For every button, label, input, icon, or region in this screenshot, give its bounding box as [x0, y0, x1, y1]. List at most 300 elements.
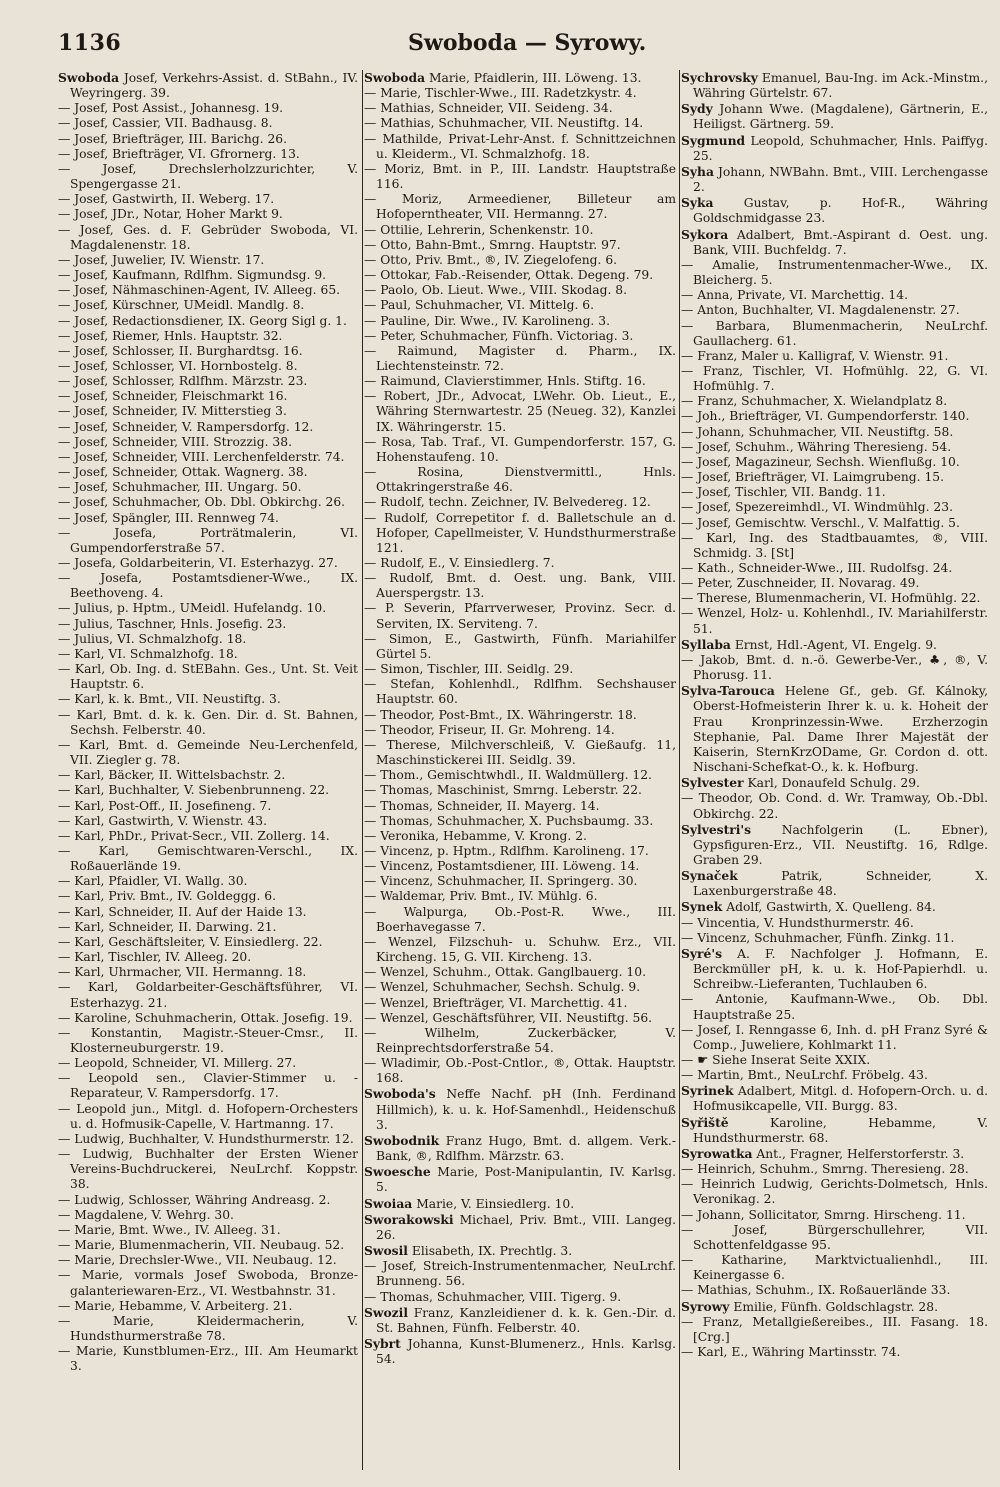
- entry-text: Karoline, Hebamme, V. Hundsthurmerstr. 68.: [693, 1115, 988, 1145]
- ditto-dash: —: [364, 768, 381, 783]
- entry-text: Wilhelm, Zuckerbäcker, V. Reinprechtsdorferstraße 54.: [376, 1025, 676, 1055]
- ditto-dash: —: [58, 813, 75, 828]
- ditto-dash: —: [58, 343, 75, 358]
- directory-entry: [364, 1011, 676, 1026]
- ditto-dash: —: [364, 813, 381, 828]
- ditto-dash: —: [364, 510, 384, 525]
- directory-entry: [681, 1345, 988, 1360]
- entry-text: Marie, Pfaidlerin, III. Löweng. 13.: [428, 71, 642, 85]
- entry-text: Ernst, Hdl.-Agent, VI. Engelg. 9.: [734, 637, 937, 652]
- directory-entry: [681, 455, 988, 470]
- ditto-dash: —: [681, 348, 698, 363]
- directory-entry: [58, 298, 358, 313]
- entry-text: Josefa, Goldarbeiterin, VI. Esterhazyg. 27.: [74, 556, 338, 570]
- entry-surname: Syha: [681, 163, 714, 179]
- ditto-dash: —: [364, 1289, 381, 1304]
- directory-entry: [681, 775, 988, 791]
- directory-entry: [58, 389, 358, 404]
- directory-entry: [364, 101, 676, 116]
- directory-entry: [364, 708, 676, 723]
- entry-text: Anton, Buchhalter, VI. Magdalenenstr. 27.: [697, 303, 960, 318]
- entry-surname: Swozil: [364, 1304, 408, 1320]
- ditto-dash: —: [58, 1268, 82, 1283]
- ditto-dash: —: [681, 1314, 703, 1329]
- directory-entry: [681, 606, 988, 636]
- directory-entry: [681, 1068, 988, 1083]
- directory-entry: [58, 132, 358, 147]
- entry-text: Gustav, p. Hof-R., Währing Goldschmidgasse 23.: [693, 196, 988, 226]
- ditto-dash: —: [58, 556, 75, 570]
- entry-surname: Swoboda's: [364, 1086, 436, 1102]
- ditto-dash: —: [58, 283, 75, 298]
- entry-surname: Syrowy: [681, 1298, 730, 1314]
- directory-entry: [681, 133, 988, 164]
- page-number: 1136: [58, 30, 122, 56]
- entry-text: Josef, Schuhmacher, III. Ungarg. 50.: [74, 480, 302, 495]
- entry-text: Josef, Juwelier, IV. Wienstr. 17.: [74, 252, 265, 267]
- directory-entry: [364, 268, 676, 283]
- ditto-dash: —: [58, 601, 75, 616]
- entry-text: Karl, Geschäftsleiter, V. Einsiedlerg. 22.: [74, 934, 323, 949]
- ditto-dash: —: [58, 889, 75, 904]
- directory-entry: [364, 996, 676, 1011]
- entry-text: Waldemar, Priv. Bmt., IV. Mühlg. 6.: [380, 889, 598, 904]
- ditto-dash: —: [364, 874, 381, 889]
- directory-entry: [58, 511, 358, 526]
- ditto-dash: —: [58, 1253, 75, 1268]
- entry-surname: Synek: [681, 899, 723, 915]
- directory-entry: [364, 571, 676, 601]
- entry-text: Nachfolgerin (L. Ebner), Gypsfiguren-Erz., VII. Neustiftg. 16, Rdlge. Graben 29.: [693, 822, 988, 867]
- directory-entry: [364, 1026, 676, 1056]
- column-3: [681, 70, 988, 1475]
- entry-text: Simon, Tischler, III. Seidlg. 29.: [380, 662, 574, 677]
- entry-text: Martin, Bmt., NeuLrchf. Fröbelg. 43.: [697, 1068, 928, 1083]
- entry-text: Josef, Spängler, III. Rennweg 74.: [74, 510, 279, 525]
- ditto-dash: —: [681, 1053, 698, 1067]
- ditto-dash: —: [58, 692, 75, 707]
- entry-text: Karl, Post-Off., II. Josefineng. 7.: [74, 798, 272, 813]
- entry-text: Kath., Schneider-Wwe., III. Rudolfsg. 24.: [697, 561, 953, 575]
- entry-text: Franz, Kanzleidiener d. k. k. Gen.-Dir. d. St. Bahnen, Fünfh. Felberstr. 40.: [376, 1305, 676, 1335]
- entry-text: Ottokar, Fab.-Reisender, Ottak. Degeng. 79.: [380, 268, 654, 283]
- entry-text: Rudolf, E., V. Einsiedlerg. 7.: [380, 556, 555, 570]
- entry-text: Wenzel, Schuhm., Ottak. Ganglbauerg. 10.: [380, 965, 646, 980]
- directory-entry: [364, 389, 676, 434]
- ditto-dash: —: [681, 1344, 698, 1359]
- directory-entry: [364, 329, 676, 344]
- entry-text: Elisabeth, IX. Prechtlg. 3.: [411, 1244, 573, 1259]
- directory-entry: [364, 1196, 676, 1212]
- entry-surname: Sylva-Tarouca: [681, 683, 775, 699]
- directory-entry: [58, 223, 358, 253]
- entry-text: Josef, Schneider, VIII. Strozzig. 38.: [74, 434, 292, 449]
- entry-text: Wenzel, Holz- u. Kohlenhdl., IV. Mariahilferstr. 51.: [693, 606, 988, 636]
- ditto-dash: —: [364, 677, 391, 692]
- ditto-dash: —: [58, 404, 75, 419]
- directory-entry: [681, 409, 988, 424]
- entry-text: Josef, Ges. d. F. Gebrüder Swoboda, VI. Magdalenenstr. 18.: [70, 222, 358, 252]
- ditto-dash: —: [58, 1192, 75, 1207]
- directory-entry: [681, 425, 988, 440]
- entry-text: Josef, Post Assist., Johannesg. 19.: [74, 101, 284, 116]
- ditto-dash: —: [364, 252, 381, 267]
- directory-entry: [681, 637, 988, 653]
- entry-text: Marie, Tischler-Wwe., III. Radetzkystr. 4.: [380, 86, 637, 101]
- entry-text: Karl, Donaufeld Schulg. 29.: [747, 776, 920, 791]
- directory-entry: [681, 1253, 988, 1283]
- entry-text: Josef, Cassier, VII. Badhausg. 8.: [74, 116, 273, 131]
- page-header: [58, 30, 986, 68]
- directory-entry: [681, 992, 988, 1022]
- ditto-dash: —: [364, 995, 381, 1010]
- entry-text: Josefa, Porträtmalerin, VI. Gumpendorferstraße 57.: [70, 525, 358, 555]
- entry-text: Karl, E., Währing Martinsstr. 74.: [697, 1344, 901, 1359]
- entry-text: Ant., Fragner, Helferstorferstr. 3.: [756, 1146, 965, 1161]
- ditto-dash: —: [364, 465, 418, 480]
- entry-text: Josef, Gemischtw. Verschl., V. Malfattig. 5.: [697, 515, 960, 530]
- entry-surname: Synaček: [681, 868, 738, 884]
- entry-text: Karl, Pfaidler, VI. Wallg. 30.: [74, 874, 248, 889]
- directory-entry: [364, 298, 676, 313]
- ditto-dash: —: [681, 561, 698, 575]
- directory-entry: [58, 617, 358, 632]
- directory-entry: [364, 132, 676, 162]
- directory-entry: [364, 1290, 676, 1305]
- entry-text: Josef, Briefträger, III. Barichg. 26.: [74, 131, 288, 146]
- entry-text: Vincenz, Schuhmacher, II. Springerg. 30.: [380, 874, 638, 889]
- entry-text: Rosina, Dienstvermittl., Hnls. Ottakringerstraße 46.: [376, 465, 676, 495]
- ditto-dash: —: [58, 768, 75, 783]
- directory-entry: [364, 253, 676, 268]
- entry-text: Josef, Bürgerschullehrer, VII. Schottenfeldgasse 95.: [693, 1222, 988, 1252]
- ditto-dash: —: [364, 343, 398, 358]
- directory-entry: [681, 1299, 988, 1315]
- directory-entry: [364, 768, 676, 783]
- ditto-dash: —: [364, 86, 381, 101]
- ditto-dash: —: [364, 268, 381, 283]
- entry-text: Wenzel, Briefträger, VI. Marchettig. 41.: [380, 995, 628, 1010]
- entry-text: Wenzel, Schuhmacher, Sechsh. Schulg. 9.: [380, 980, 641, 995]
- ditto-dash: —: [364, 1010, 381, 1025]
- entry-text: Franz, Schuhmacher, X. Wielandplatz 8.: [697, 394, 948, 409]
- entry-text: Josef, Verkehrs-Assist. d. StBahn., IV. Weyringerg. 39.: [70, 71, 358, 101]
- entry-text: Josefa, Postamtsdiener-Wwe., IX. Beethoveng. 4.: [70, 571, 358, 601]
- ditto-dash: —: [364, 828, 381, 843]
- entry-text: Karl, Buchhalter, V. Siebenbrunneng. 22.: [74, 783, 330, 798]
- directory-entry: [364, 783, 676, 798]
- entry-text: Johann Wwe. (Magdalene), Gärtnerin, E., Heiligst. Gärtnerg. 59.: [693, 102, 988, 132]
- entry-text: Marie, Drechsler-Wwe., VII. Neubaug. 12.: [74, 1253, 337, 1268]
- directory-entry: [58, 799, 358, 814]
- entry-surname: Sykora: [681, 226, 729, 242]
- entry-text: Franz Hugo, Bmt. d. allgem. Verk.-Bank, ®, Rdlfhm. Märzstr. 63.: [376, 1133, 676, 1164]
- ditto-dash: —: [681, 470, 698, 485]
- entry-text: Simon, E., Gastwirth, Fünfh. Mariahilfer Gürtel 5.: [376, 631, 676, 661]
- directory-entry: [58, 783, 358, 798]
- entry-text: Josef, I. Renngasse 6, Inh. d. pH Franz Syré & Comp., Juweliere, Kohlmarkt 11.: [693, 1022, 988, 1052]
- ditto-dash: —: [58, 646, 75, 661]
- entry-text: Karl, Uhrmacher, VII. Hermanng. 18.: [74, 965, 307, 980]
- ditto-dash: —: [681, 992, 716, 1007]
- directory-entry: [364, 723, 676, 738]
- directory-entry: [364, 374, 676, 389]
- entry-text: Franz, Metallgießereibes., III. Fasang. 18. [Crg.]: [693, 1314, 988, 1344]
- entry-surname: Swoesche: [364, 1164, 431, 1180]
- entry-text: Leopold sen., Clavier-Stimmer u. -Reparateur, V. Rampersdorfg. 17.: [70, 1071, 358, 1101]
- entry-surname: Syka: [681, 195, 714, 211]
- entry-text: Barbara, Blumenmacherin, NeuLrchf. Gaullacherg. 61.: [693, 318, 988, 348]
- ditto-dash: —: [58, 131, 75, 146]
- ditto-dash: —: [681, 652, 701, 667]
- directory-entry: [681, 1283, 988, 1298]
- entry-text: Otto, Priv. Bmt., ®, IV. Ziegelofeng. 6.: [380, 252, 618, 267]
- running-head: Swoboda — Syrowy.: [408, 30, 647, 56]
- directory-entry: [364, 874, 676, 889]
- entry-text: Vincenz, Schuhmacher, Fünfh. Zinkg. 11.: [697, 930, 955, 945]
- directory-entry: [58, 404, 358, 419]
- ditto-dash: —: [364, 934, 389, 949]
- ditto-dash: —: [364, 783, 381, 798]
- entry-text: Mathilde, Privat-Lehr-Anst. f. Schnittzeichnen u. Kleiderm., VI. Schmalzhofg. 18.: [376, 131, 676, 161]
- entry-surname: Syřiště: [681, 1114, 729, 1130]
- entry-text: Josef, JDr., Notar, Hoher Markt 9.: [74, 207, 283, 222]
- directory-entry: [364, 859, 676, 874]
- directory-entry: [58, 101, 358, 116]
- directory-entry: [58, 571, 358, 601]
- entry-text: Stefan, Kohlenhdl., Rdlfhm. Sechshauser Hauptstr. 60.: [376, 677, 676, 707]
- entry-text: Theodor, Post-Bmt., IX. Währingerstr. 18.: [380, 707, 637, 722]
- ditto-dash: —: [364, 571, 390, 586]
- entry-text: Amalie, Instrumentenmacher-Wwe., IX. Bleicherg. 5.: [693, 257, 988, 288]
- ditto-dash: —: [364, 662, 381, 677]
- ditto-dash: —: [58, 934, 75, 949]
- entry-text: Karl, Tischler, IV. Alleeg. 20.: [74, 950, 252, 965]
- ditto-dash: —: [58, 449, 75, 464]
- directory-entry: [58, 1253, 358, 1268]
- directory-entry: [58, 708, 358, 738]
- entry-text: Thom., Gemischtwhdl., II. Waldmüllerg. 12.: [380, 768, 652, 783]
- directory-entry: [364, 1086, 676, 1132]
- directory-entry: [58, 116, 358, 131]
- ditto-dash: —: [364, 859, 381, 874]
- ditto-dash: —: [364, 556, 381, 570]
- entry-text: Rosa, Tab. Traf., VI. Gumpendorferstr. 157, G. Hohenstaufeng. 10.: [376, 434, 676, 464]
- directory-entry: [58, 980, 358, 1010]
- directory-entry: [681, 1146, 988, 1162]
- directory-entry: [364, 435, 676, 465]
- directory-entry: [58, 874, 358, 889]
- directory-entry: [364, 86, 676, 101]
- entry-text: ☛ Siehe Inserat Seite XXIX.: [697, 1053, 871, 1067]
- directory-entry: [364, 1336, 676, 1367]
- entry-text: Josef, Schneider, V. Rampersdorfg. 12.: [74, 419, 314, 434]
- ditto-dash: —: [681, 1022, 698, 1037]
- directory-entry: [681, 303, 988, 318]
- ditto-dash: —: [58, 480, 75, 495]
- entry-surname: Sylvestri's: [681, 821, 752, 837]
- ditto-dash: —: [58, 1207, 75, 1222]
- directory-entry: [58, 1268, 358, 1298]
- entry-text: Joh., Briefträger, VI. Gumpendorferstr. 140.: [697, 409, 970, 424]
- entry-text: Vincentia, V. Hundsthurmerstr. 46.: [697, 915, 914, 930]
- directory-entry: [364, 1164, 676, 1195]
- entry-text: Thomas, Maschinist, Smrng. Leberstr. 22.: [380, 783, 642, 798]
- ditto-dash: —: [364, 889, 381, 904]
- entry-text: Josef, Schuhmacher, Ob. Dbl. Obkirchg. 26.: [74, 495, 346, 510]
- entry-text: Vincenz, Postamtsdiener, III. Löweng. 14.: [380, 859, 640, 874]
- entry-text: Ludwig, Buchhalter, V. Hundsthurmerstr. 12.: [74, 1131, 354, 1146]
- directory-entry: [681, 576, 988, 591]
- directory-entry: [58, 768, 358, 783]
- directory-entry: [681, 470, 988, 485]
- ditto-dash: —: [58, 161, 103, 176]
- ditto-dash: —: [364, 798, 381, 813]
- entry-text: Mathias, Schneider, VII. Seideng. 34.: [380, 101, 613, 116]
- column-1: [58, 70, 358, 1475]
- entry-text: Robert, JDr., Advocat, LWehr. Ob. Lieut., E., Währing Sternwartestr. 25 (Neueg. 32), Kanzlei IX. Währingerstr. 15.: [376, 389, 676, 434]
- entry-text: Josef, Schlosser, VI. Hornbostelg. 8.: [74, 358, 298, 373]
- directory-entry: [681, 591, 988, 606]
- directory-entry: [58, 495, 358, 510]
- directory-entry: [58, 662, 358, 692]
- entry-text: Adalbert, Bmt.-Aspirant d. Oest. ung. Bank, VIII. Buchfeldg. 7.: [693, 227, 988, 257]
- entry-text: Magdalene, V. Wehrg. 30.: [74, 1207, 234, 1222]
- ditto-dash: —: [58, 1344, 77, 1359]
- directory-entry: [58, 1208, 358, 1223]
- ditto-dash: —: [364, 161, 385, 176]
- entry-text: Leopold, Schuhmacher, Hnls. Paiffyg. 25.: [693, 133, 988, 163]
- ditto-dash: —: [58, 616, 75, 631]
- directory-entry: [58, 1299, 358, 1314]
- entry-text: Rudolf, Correpetitor f. d. Balletschule an d. Hofoper, Capellmeister, V. Hundsthurmerstraße 121.: [376, 510, 676, 555]
- entry-text: Heinrich, Schuhm., Smrng. Theresieng. 28.: [697, 1162, 969, 1177]
- ditto-dash: —: [58, 298, 75, 313]
- directory-entry: [364, 495, 676, 510]
- directory-entry: [681, 258, 988, 288]
- directory-entry: [364, 556, 676, 571]
- directory-entry: [364, 344, 676, 374]
- directory-entry: [681, 1223, 988, 1253]
- ditto-dash: —: [58, 904, 75, 919]
- ditto-dash: —: [681, 439, 698, 454]
- directory-entry: [364, 965, 676, 980]
- directory-entry: [58, 359, 358, 374]
- ditto-dash: —: [681, 1177, 701, 1192]
- entry-text: Marie, vormals Josef Swoboda, Bronze-galanteriewaren-Erz., VI. Westbahnstr. 31.: [70, 1268, 358, 1298]
- ditto-dash: —: [58, 1313, 113, 1328]
- directory-entry: [681, 1083, 988, 1114]
- entry-text: Karl, Ing. des Stadtbauamtes, ®, VIII. Schmidg. 3. [St]: [693, 530, 988, 560]
- directory-entry: [364, 1212, 676, 1243]
- entry-text: Karl, Schneider, II. Auf der Haide 13.: [74, 904, 307, 919]
- ditto-dash: —: [364, 1025, 425, 1040]
- directory-entry: [58, 1314, 358, 1344]
- directory-entry: [364, 1056, 676, 1086]
- ditto-dash: —: [364, 722, 381, 737]
- entry-text: Josef, Redactionsdiener, IX. Georg Sigl g. 1.: [74, 313, 347, 328]
- ditto-dash: —: [364, 131, 383, 146]
- directory-entry: [58, 1071, 358, 1101]
- entry-text: Josef, Schneider, Ottak. Wagnerg. 38.: [74, 465, 308, 480]
- entry-text: Rudolf, Bmt. d. Oest. ung. Bank, VIII. Auerspergstr. 13.: [376, 571, 676, 601]
- directory-entry: [681, 349, 988, 364]
- entry-text: Karl, Gastwirth, V. Wienstr. 43.: [74, 813, 268, 828]
- directory-entry: [681, 683, 988, 775]
- entry-text: Helene Gf., geb. Gf. Kálnoky, Oberst-Hofmeisterin Ihrer k. u. k. Hoheit der Frau Kronprinzessin-Wwe. Erzherzogin Stephanie, Pal. Dame Ihrer Majestät der Kaiserin, SternKrzODame, Gr. Cordon d. ott. Nischani-Schefkat-O., k. k. Hofburg.: [693, 684, 988, 775]
- ditto-dash: —: [364, 495, 381, 510]
- directory-entry: [58, 738, 358, 768]
- entry-text: Raimund, Magister d. Pharm., IX. Liechtensteinstr. 72.: [376, 343, 676, 373]
- entry-text: Julius, VI. Schmalzhofg. 18.: [74, 631, 247, 646]
- entry-text: Johann, Sollicitator, Smrng. Hirscheng. 11.: [697, 1207, 966, 1222]
- ditto-dash: —: [681, 500, 698, 515]
- entry-text: Therese, Blumenmacherin, VI. Hofmühlg. 22.: [697, 591, 981, 606]
- entry-surname: Syrinek: [681, 1083, 734, 1099]
- directory-entry: [681, 531, 988, 561]
- entry-text: Thomas, Schneider, II. Mayerg. 14.: [380, 798, 600, 813]
- entry-text: Josef, Schneider, VIII. Lerchenfelderstr. 74.: [74, 449, 345, 464]
- directory-entry: [364, 935, 676, 965]
- directory-entry: [681, 899, 988, 915]
- directory-entry: [364, 1305, 676, 1336]
- entry-text: Josef, Nähmaschinen-Agent, IV. Alleeg. 65.: [74, 283, 341, 298]
- entry-text: Katharine, Marktvictualienhdl., III. Keinergasse 6.: [693, 1253, 988, 1283]
- directory-entry: [58, 192, 358, 207]
- entry-text: Josef, Tischler, VII. Bandg. 11.: [697, 485, 886, 500]
- entry-text: Karl, Gemischtwaren-Verschl., IX. Roßauerlände 19.: [70, 843, 358, 874]
- entry-text: Josef, Gastwirth, II. Weberg. 17.: [74, 192, 275, 207]
- directory-entry: [681, 868, 988, 899]
- entry-text: Josef, Magazineur, Sechsh. Wienflußg. 10.: [697, 454, 960, 469]
- entry-text: Karl, PhDr., Privat-Secr., VII. Zollerg. 14.: [74, 828, 330, 843]
- entry-text: Paolo, Ob. Lieut. Wwe., VIII. Skodag. 8.: [380, 283, 627, 298]
- entry-surname: Swosil: [364, 1243, 408, 1259]
- ditto-dash: —: [364, 374, 381, 389]
- ditto-dash: —: [58, 1071, 89, 1086]
- entry-text: Wenzel, Geschäftsführer, VII. Neustiftg. 56.: [380, 1010, 653, 1025]
- directory-entry: [681, 916, 988, 931]
- directory-entry: [58, 480, 358, 495]
- directory-entry: [58, 1344, 358, 1374]
- ditto-dash: —: [364, 965, 381, 980]
- entry-surname: Swobodnik: [364, 1132, 440, 1148]
- entry-text: P. Severin, Pfarrverweser, Provinz. Secr. d. Serviten, IX. Serviteng. 7.: [376, 601, 676, 631]
- entry-text: Karl, Goldarbeiter-Geschäftsführer, VI. Esterhazyg. 21.: [70, 980, 358, 1010]
- directory-entry: [58, 420, 358, 435]
- ditto-dash: —: [58, 358, 75, 373]
- ditto-dash: —: [58, 495, 75, 510]
- ditto-dash: —: [681, 288, 698, 303]
- entry-text: Marie, Kleidermacherin, V. Hundsthurmerstraße 78.: [70, 1313, 358, 1343]
- directory-entry: [58, 283, 358, 298]
- entry-text: Theodor, Friseur, II. Gr. Mohreng. 14.: [380, 722, 615, 737]
- ditto-dash: —: [58, 328, 75, 343]
- directory-entry: [58, 207, 358, 222]
- directory-entry: [681, 227, 988, 258]
- ditto-dash: —: [681, 394, 698, 409]
- directory-entry: [58, 1193, 358, 1208]
- directory-entry: [681, 1053, 988, 1068]
- entry-text: Rudolf, techn. Zeichner, IV. Belvedereg. 12.: [380, 495, 651, 510]
- ditto-dash: —: [364, 328, 381, 343]
- ditto-dash: —: [58, 222, 80, 237]
- entry-text: Therese, Milchverschleiß, V. Gießaufg. 11, Maschinstickerei III. Seidlg. 39.: [376, 737, 676, 768]
- directory-entry: [364, 1133, 676, 1164]
- ditto-dash: —: [58, 631, 75, 646]
- directory-entry: [58, 844, 358, 874]
- ditto-dash: —: [364, 116, 381, 131]
